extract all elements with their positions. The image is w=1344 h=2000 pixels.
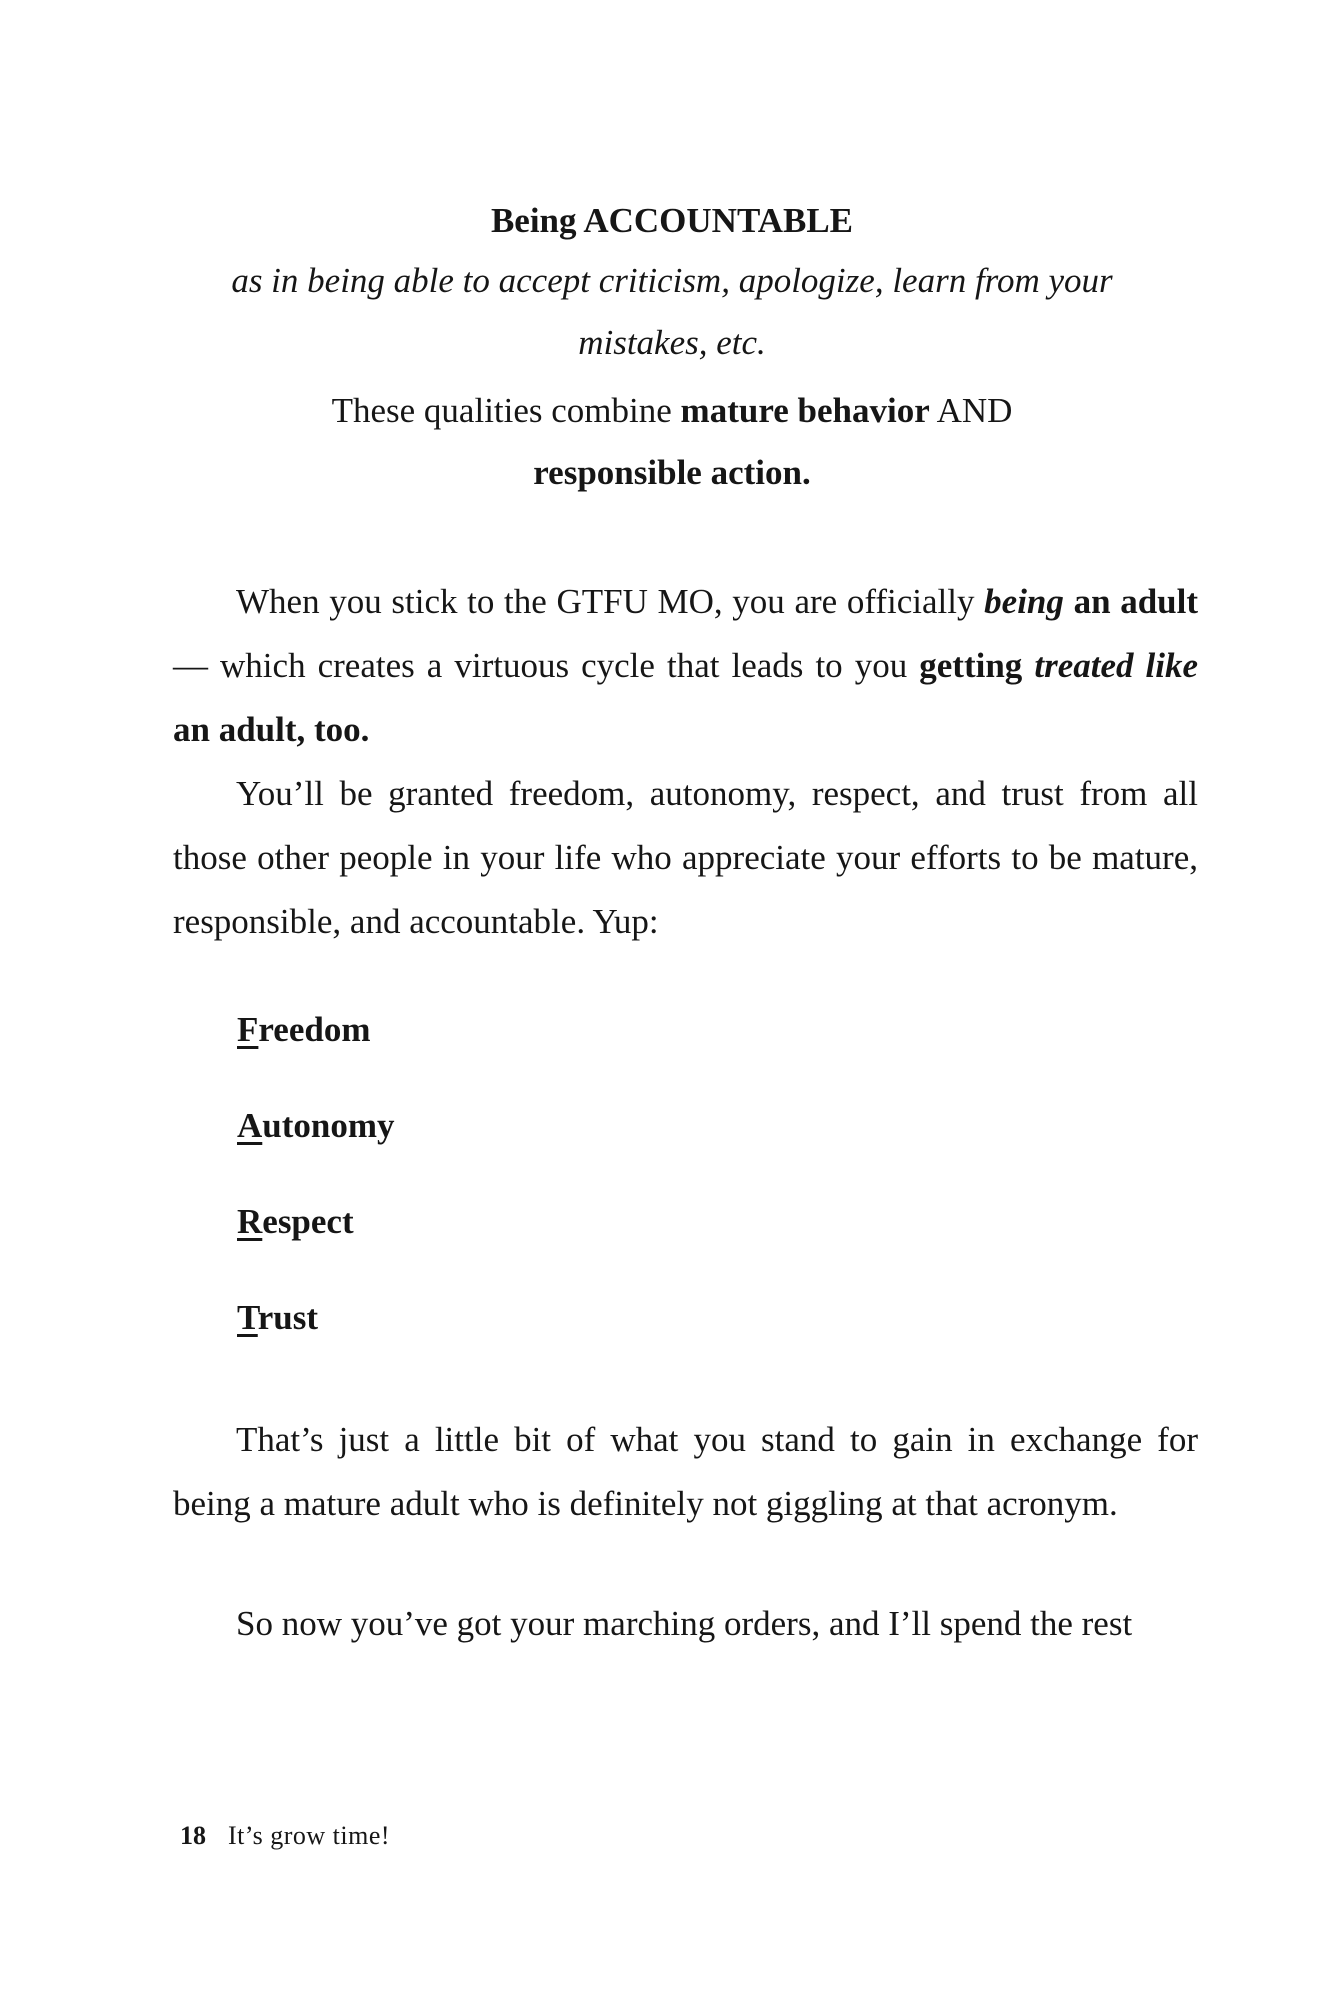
paragraph-adult [173,570,1198,762]
heading-prefix: Being [490,201,577,240]
p1-bold-getting: getting [919,646,1023,685]
qualities-lead: These qualities combine [331,391,672,430]
paragraph-marching-orders: So now you’ve got your marching orders, and I’ll spend the rest [236,1604,1133,1643]
qualities-term-mature: mature behavior [680,391,930,430]
acronym-rest: reedom [258,1010,371,1049]
qualities-statement [172,380,1172,504]
p1-emph-being: being [984,582,1064,621]
heading-keyword: ACCOUNTABLE [583,201,854,240]
acronym-initial: A [237,1106,263,1145]
paragraph-granted: You’ll be granted freedom, autonomy, respect, and trust from all those other people in your life who appreciate your efforts to be mature, responsible, and accountable. Yup: [173,774,1198,941]
acronym-list [237,1010,395,1394]
heading-explanation: as in being able to accept criticism, apologize, learn from your mistakes, etc. [231,261,1113,362]
p1-bold-adult-too: an adult, too. [173,710,370,749]
page-number: 18 [180,1821,206,1850]
paragraph-gain: That’s just a little bit of what you stand to gain in exchange for being a mature adult who is definitely not giggling at that acronym. [173,1420,1198,1523]
list-item [237,1202,395,1298]
acronym-initial: F [237,1010,259,1049]
list-item [237,1010,395,1106]
list-item [237,1106,395,1202]
p1-bold-an-adult: an adult [1073,582,1199,621]
running-title: It’s grow time! [228,1821,391,1850]
section-heading [172,190,1172,252]
p1-emph-treated-like: treated like [1034,646,1199,685]
qualities-term-responsible: responsible action. [533,453,811,492]
acronym-initial: R [237,1202,263,1241]
p1-text-1: When you stick to the GTFU MO, you are officially [236,582,975,621]
p1-text-2: — which creates a virtuous cycle that leads to you [173,646,908,685]
acronym-rest: utonomy [262,1106,395,1145]
acronym-rest: rust [257,1298,319,1337]
acronym-rest: espect [262,1202,354,1241]
qualities-connector: AND [936,391,1013,430]
page-footer [180,1818,390,1854]
acronym-initial: T [237,1298,258,1337]
list-item [237,1298,395,1394]
